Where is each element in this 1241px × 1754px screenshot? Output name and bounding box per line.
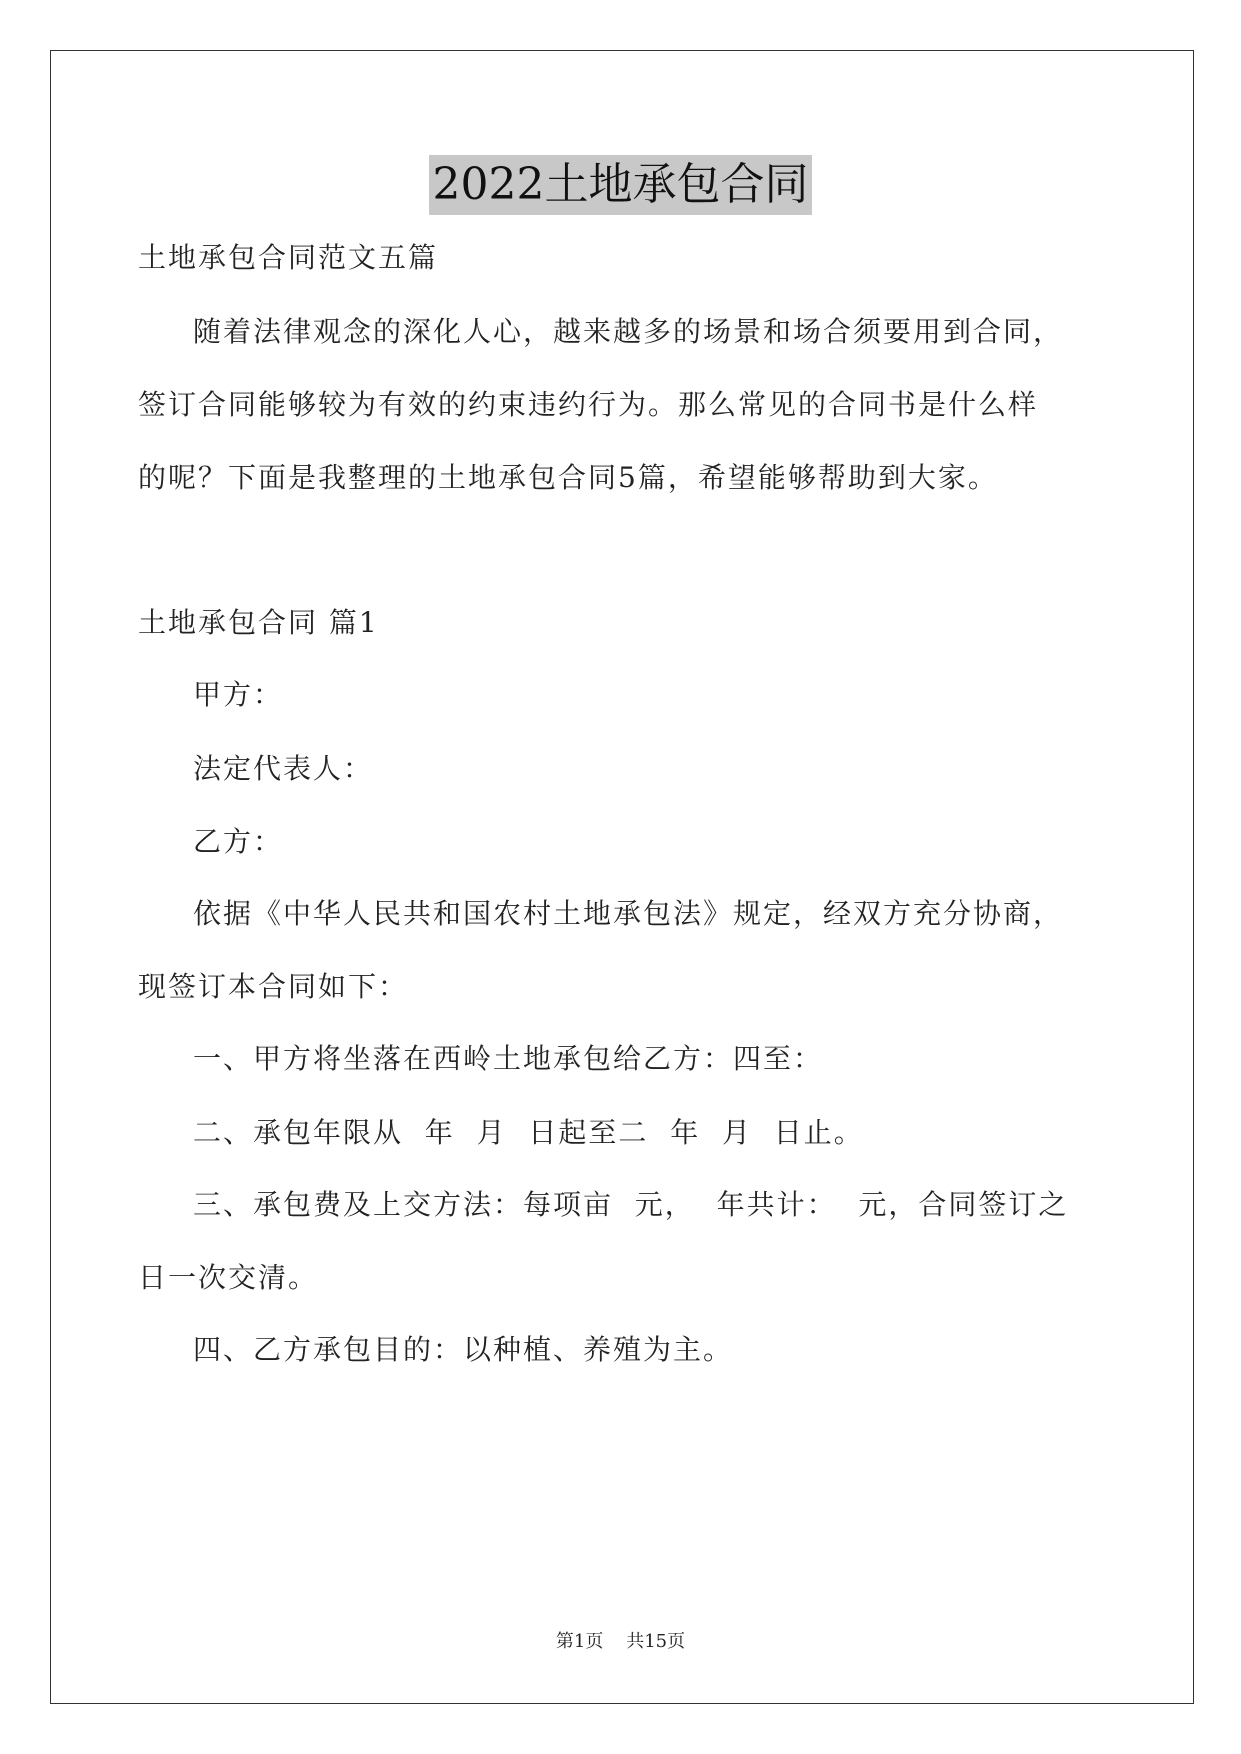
- intro-line-3: 的呢？下面是我整理的土地承包合同5篇，希望能够帮助到大家。: [138, 461, 998, 494]
- clause-4: 四、乙方承包目的：以种植、养殖为主。: [193, 1333, 734, 1366]
- legal-representative-label: 法定代表人：: [193, 752, 374, 785]
- intro-line-2: 签订合同能够较为有效的约束违约行为。那么常见的合同书是什么样: [138, 388, 1039, 421]
- basis-line-2: 现签订本合同如下：: [138, 970, 409, 1003]
- intro-line-1: 随着法律观念的深化人心，越来越多的场景和场合须要用到合同，: [193, 315, 1064, 348]
- party-a-label: 甲方：: [193, 678, 284, 711]
- party-b-label: 乙方：: [193, 825, 284, 858]
- section-heading: 土地承包合同 篇1: [138, 606, 379, 639]
- clause-3-line-1: 三、承包费及上交方法：每项亩 元， 年共计： 元，合同签订之: [193, 1188, 1069, 1221]
- page-border: [50, 50, 1194, 1704]
- document-subtitle: 土地承包合同范文五篇: [138, 241, 439, 274]
- page-number-footer: 第1页 共15页: [555, 1631, 686, 1652]
- clause-2: 二、承包年限从 年 月 日起至二 年 月 日止。: [193, 1116, 864, 1149]
- clause-3-line-2: 日一次交清。: [138, 1261, 319, 1294]
- title-container: [0, 155, 1241, 215]
- basis-line-1: 依据《中华人民共和国农村土地承包法》规定，经双方充分协商，: [193, 897, 1064, 930]
- document-title: 2022土地承包合同: [429, 155, 813, 215]
- clause-1: 一、甲方将坐落在西岭土地承包给乙方：四至：: [193, 1042, 824, 1075]
